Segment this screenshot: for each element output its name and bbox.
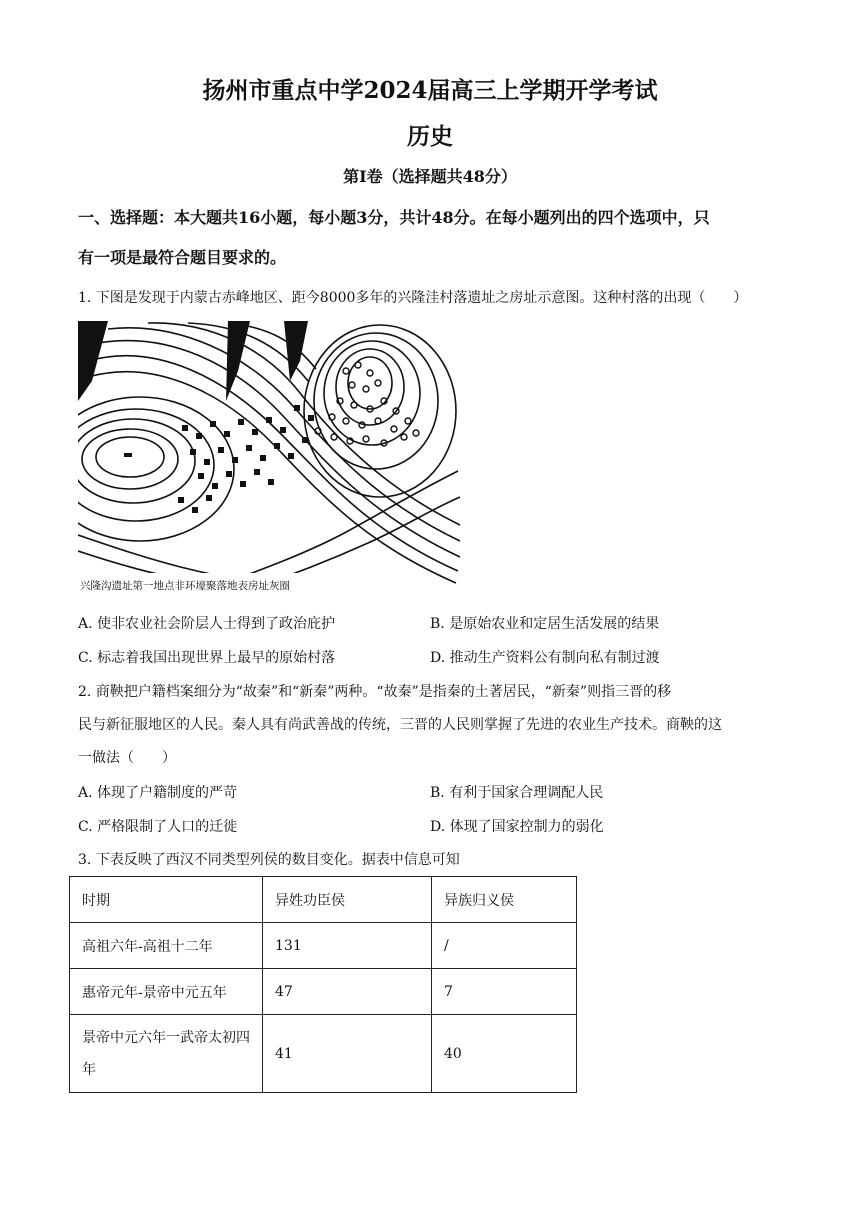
table-cell: 40 (432, 1015, 577, 1093)
q2-stem-line-3: 一做法（ ） (78, 750, 176, 766)
table-cell: 41 (263, 1015, 432, 1093)
q2-option-d: D. 体现了国家控制力的弱化 (430, 819, 604, 835)
instructions-line-2: 有一项是最符合题目要求的。 (78, 248, 287, 267)
q1-option-d: D. 推动生产资料公有制向私有制过渡 (430, 650, 660, 666)
q1-option-c: C. 标志着我国出现世界上最早的原始村落 (78, 650, 336, 666)
figure-caption: 兴隆沟遗址第一地点非环壕聚落地表房址灰圈 (80, 580, 290, 592)
q2-stem-line-2: 民与新征服地区的人民。秦人具有尚武善战的传统，三晋的人民则掌握了先进的农业生产技术。商鞅的这 (78, 717, 722, 733)
section-title: 第Ⅰ卷（选择题共48分） (343, 167, 517, 186)
q2-option-a: A. 体现了户籍制度的严苛 (78, 785, 238, 801)
table-row (70, 1015, 577, 1093)
table-cell: 7 (432, 969, 577, 1015)
q1-option-b: B. 是原始农业和定居生活发展的结果 (430, 616, 660, 632)
q2-option-c: C. 严格限制了人口的迁徙 (78, 819, 238, 835)
q1-option-a: A. 使非农业社会阶层人士得到了政治庇护 (78, 616, 336, 632)
q1-site-map-figure (78, 321, 462, 595)
q1-stem: 1. 下图是发现于内蒙古赤峰地区、距今8000多年的兴隆洼村落遗址之房址示意图。这种村落的出现（ ） (78, 290, 748, 306)
table-row (70, 969, 577, 1015)
table-cell: / (432, 923, 577, 969)
contour-map-image (78, 321, 462, 595)
table-header-cell: 异姓功臣侯 (263, 877, 432, 923)
q2-stem-line-1: 2. 商鞅把户籍档案细分为“故秦”和“新秦”两种。“故秦”是指秦的土著居民，“新秦”则指三晋的移 (78, 684, 672, 700)
table-cell: 47 (263, 969, 432, 1015)
table-header-cell: 异族归义侯 (432, 877, 577, 923)
table-header-cell: 时期 (70, 877, 263, 923)
table-cell: 景帝中元六年一武帝太初四年 (70, 1015, 263, 1093)
table-cell: 高祖六年-高祖十二年 (70, 923, 263, 969)
instructions-line-1: 一、选择题：本大题共16小题，每小题3分，共计48分。在每小题列出的四个选项中，只 (78, 208, 710, 227)
table-cell: 131 (263, 923, 432, 969)
table-header-row (70, 877, 577, 923)
q2-option-b: B. 有利于国家合理调配人民 (430, 785, 604, 801)
table-row (70, 923, 577, 969)
exam-title: 扬州市重点中学2024届高三上学期开学考试 (202, 77, 658, 104)
subject-title: 历史 (407, 123, 453, 150)
q3-stem: 3. 下表反映了西汉不同类型列侯的数目变化。据表中信息可知 (78, 852, 460, 868)
marquis-count-table (69, 876, 577, 1093)
table-cell: 惠帝元年-景帝中元五年 (70, 969, 263, 1015)
